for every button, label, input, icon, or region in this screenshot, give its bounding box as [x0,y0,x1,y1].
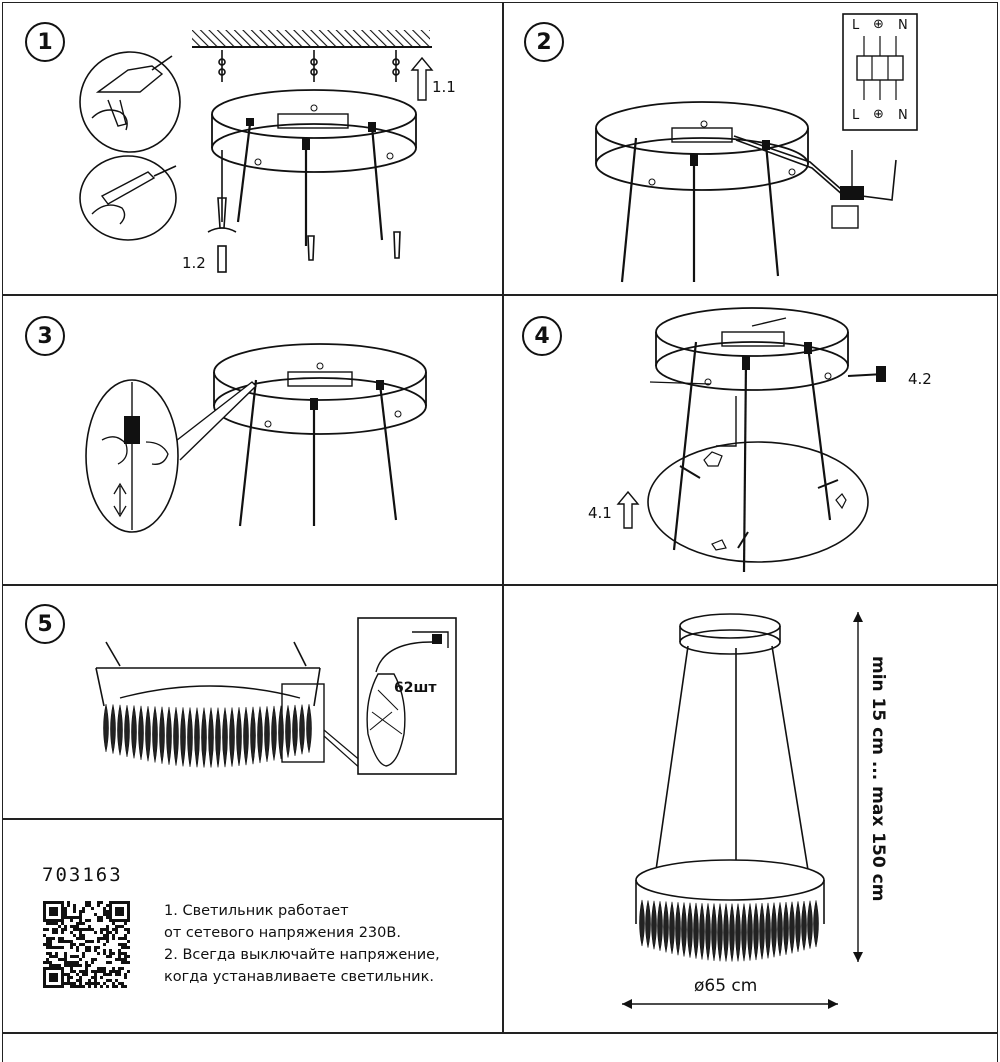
step-number-2: 2 [524,22,564,62]
note-line-1: 1. Светильник работает [164,903,349,919]
callout-1-2: 1.2 [182,254,206,272]
callout-pieces: 62шт [394,680,437,696]
step-number-4: 4 [522,316,562,356]
panel-footer [2,1032,998,1062]
step-number-1: 1 [25,22,65,62]
terminal-bottom-earth-icon: ⊕ [873,107,884,122]
height-dimension: min 15 cm ... max 150 cm [868,656,888,902]
note-line-2: от сетевого напряжения 230В. [164,925,401,941]
callout-1-1: 1.1 [432,78,456,96]
terminal-top-l: L [852,18,860,33]
terminal-bottom-l: L [852,108,860,123]
product-code: 703163 [42,864,123,886]
terminal-top-earth-icon: ⊕ [873,17,884,32]
callout-4-2: 4.2 [908,370,932,388]
callout-4-1: 4.1 [588,504,612,522]
crystal-fringe-dim [640,900,819,962]
terminal-bottom-n: N [898,108,908,123]
terminal-top-n: N [898,18,908,33]
diameter-dimension: ø65 cm [694,976,758,996]
step-number-5: 5 [25,604,65,644]
step-number-3: 3 [25,316,65,356]
note-line-4: когда устанавливаете светильник. [164,969,434,985]
note-line-3: 2. Всегда выключайте напряжение, [164,947,440,963]
